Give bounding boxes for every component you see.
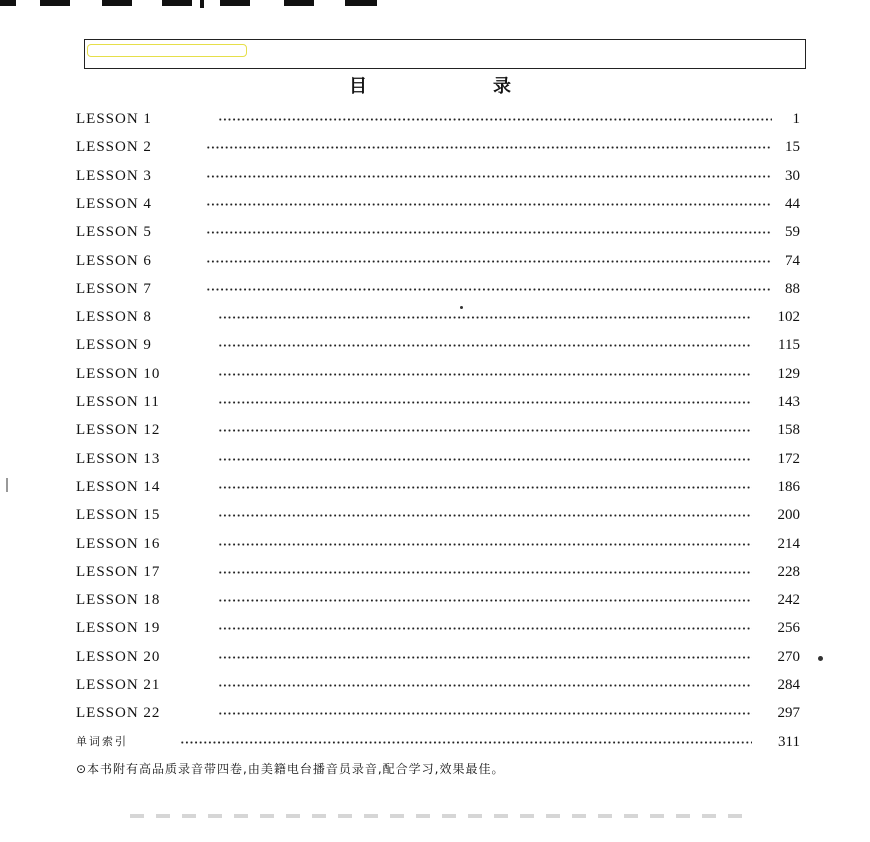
toc-leader-dots	[218, 571, 752, 574]
toc-leader-dots	[180, 741, 752, 744]
toc-leader-dots	[218, 316, 752, 319]
toc-entry-label: LESSON 14	[76, 478, 161, 495]
toc-leader-dots	[206, 146, 772, 149]
toc-entry-page: 311	[778, 733, 800, 750]
toc-entry-page: 158	[777, 422, 800, 439]
header-box	[84, 39, 806, 69]
toc-entry-label: LESSON 8	[76, 309, 152, 326]
toc-entry[interactable]	[0, 445, 870, 473]
toc-entry-label: LESSON 12	[76, 422, 161, 439]
toc-leader-dots	[218, 514, 752, 517]
toc-entry-page: 102	[777, 309, 800, 326]
footnote: ⊙本书附有高品质录音带四卷,由美籍电台播音员录音,配合学习,效果最佳。	[76, 762, 505, 776]
toc-leader-dots	[218, 401, 752, 404]
toc-entry[interactable]	[0, 643, 870, 671]
toc-entry-page: 44	[785, 195, 800, 212]
toc-entry-page: 284	[777, 677, 800, 693]
toc-entry-label: LESSON 20	[76, 648, 161, 665]
scan-speck	[6, 478, 8, 492]
toc-entry-page: 242	[777, 592, 800, 609]
toc-entry[interactable]	[0, 190, 870, 218]
toc-entry-page: 186	[777, 478, 800, 495]
toc-entry-label: LESSON 17	[76, 563, 161, 580]
toc-entry[interactable]	[0, 105, 870, 133]
toc-entry-page: 297	[777, 705, 800, 722]
toc-entry-label: LESSON 19	[76, 620, 161, 637]
contents-title: 目 录	[349, 76, 565, 97]
toc-entry-page: 115	[778, 337, 800, 354]
toc-entry[interactable]	[0, 586, 870, 614]
toc-entry-page: 228	[777, 563, 800, 580]
toc-entry-page: 270	[777, 648, 800, 665]
toc-entry-label: LESSON 7	[76, 280, 152, 297]
toc-entry[interactable]	[0, 614, 870, 642]
toc-entry-label: LESSON 2	[76, 139, 152, 156]
toc-entry-page: 1	[792, 111, 800, 127]
toc-leader-dots	[218, 656, 752, 659]
scan-speck	[818, 656, 823, 661]
toc-entry-page: 59	[785, 224, 800, 241]
toc-entry-page: 200	[777, 507, 800, 524]
toc-leader-dots	[218, 429, 752, 432]
toc-entry-page: 172	[777, 450, 800, 467]
toc-entry-label: LESSON 4	[76, 195, 152, 212]
toc-entry-label: LESSON 10	[76, 365, 161, 382]
toc-entry[interactable]	[0, 473, 870, 501]
toc-leader-dots	[218, 684, 752, 687]
toc-entry-label: LESSON 1	[76, 111, 152, 127]
toc-entry-page: 88	[785, 280, 800, 297]
toc-entry-label: LESSON 15	[76, 507, 161, 524]
toc-entry-page: 30	[785, 167, 800, 184]
toc-entry-label: LESSON 22	[76, 705, 161, 722]
toc-entry[interactable]	[0, 360, 870, 388]
toc-leader-dots	[218, 712, 752, 715]
toc-entry-label: LESSON 21	[76, 677, 161, 693]
scan-speck	[460, 306, 463, 309]
toc-entry-page: 256	[777, 620, 800, 637]
toc-entry[interactable]	[0, 530, 870, 558]
toc-leader-dots	[218, 486, 752, 489]
toc-entry[interactable]	[0, 728, 870, 756]
toc-leader-dots	[218, 373, 752, 376]
toc-leader-dots	[206, 175, 772, 178]
toc-entry[interactable]	[0, 331, 870, 359]
highlight-box	[87, 44, 247, 57]
toc-leader-dots	[206, 260, 772, 263]
toc-entry-label: LESSON 16	[76, 535, 161, 552]
toc-entry[interactable]	[0, 388, 870, 416]
toc-entry-page: 15	[785, 139, 800, 156]
toc-leader-dots	[218, 627, 752, 630]
toc-entry-label: LESSON 6	[76, 252, 152, 269]
toc-entry[interactable]	[0, 218, 870, 246]
scan-artifact-bottom	[130, 814, 750, 818]
toc-leader-dots	[218, 599, 752, 602]
toc-entry-page: 143	[777, 394, 800, 410]
toc-entry[interactable]	[0, 416, 870, 444]
toc-entry-label: LESSON 9	[76, 337, 152, 354]
toc-leader-dots	[218, 458, 752, 461]
toc-leader-dots	[218, 344, 752, 347]
toc-entry[interactable]	[0, 699, 870, 727]
toc-entry-label: LESSON 3	[76, 167, 152, 184]
toc-entry[interactable]	[0, 501, 870, 529]
toc-entry-label: LESSON 13	[76, 450, 161, 467]
toc-entry[interactable]	[0, 133, 870, 161]
toc-entry[interactable]	[0, 671, 870, 699]
toc-entry-label: LESSON 18	[76, 592, 161, 609]
toc-leader-dots	[218, 118, 772, 121]
toc-leader-dots	[206, 231, 772, 234]
toc-entry-page: 214	[777, 535, 800, 552]
toc-entry-page: 129	[777, 365, 800, 382]
toc-entry[interactable]	[0, 275, 870, 303]
toc-entry[interactable]	[0, 162, 870, 190]
toc-entry-label: LESSON 5	[76, 224, 152, 241]
toc-entry[interactable]	[0, 558, 870, 586]
toc-entry-label: LESSON 11	[76, 394, 160, 410]
toc-entry[interactable]	[0, 247, 870, 275]
toc-leader-dots	[218, 543, 752, 546]
toc-entry[interactable]	[0, 303, 870, 331]
toc-entry-page: 74	[785, 252, 800, 269]
toc-leader-dots	[206, 288, 772, 291]
toc-entry-label: 单词索引	[76, 734, 128, 748]
toc-leader-dots	[206, 203, 772, 206]
scan-top-marks	[0, 0, 870, 14]
